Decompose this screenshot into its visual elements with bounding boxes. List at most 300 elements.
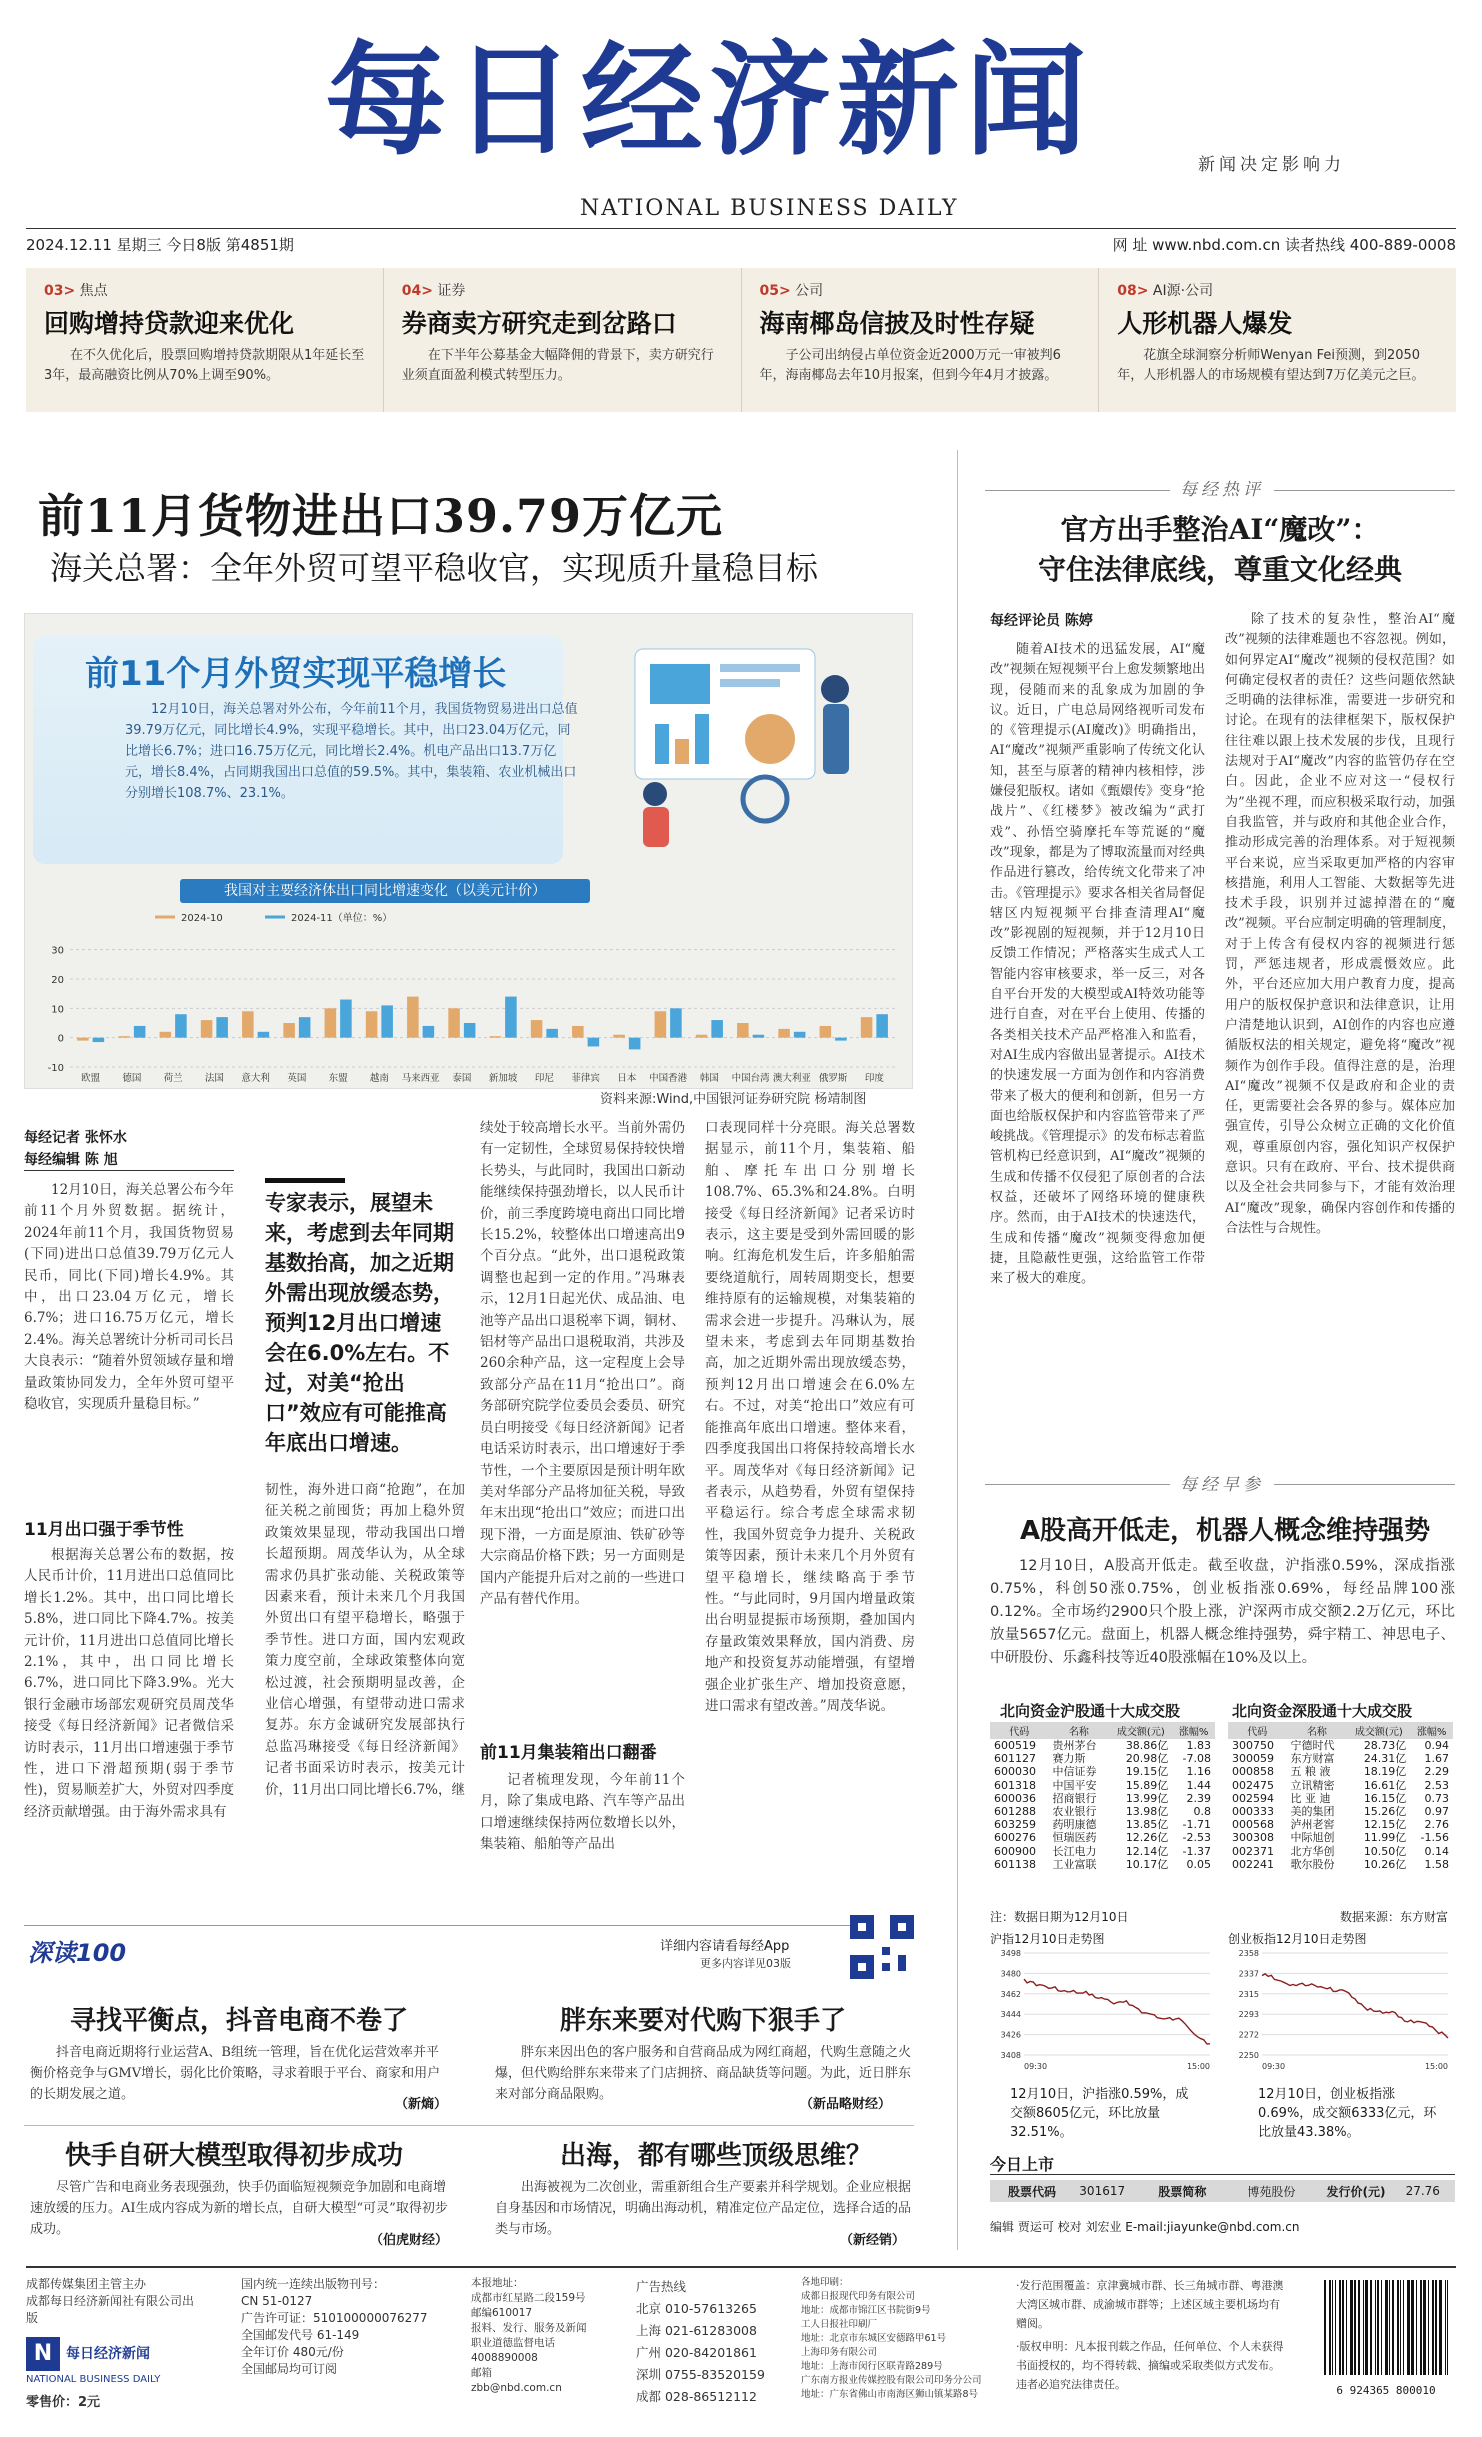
y-tick-label: 3408	[1000, 2051, 1021, 2060]
morning-headline: A股高开低走，机器人概念维持强势	[1020, 1516, 1431, 1546]
table-cell: 601127	[994, 1752, 1036, 1766]
lead-headline: 前11月货物进出口39.79万亿元	[38, 489, 724, 543]
y-tick-label: 2250	[1238, 2051, 1259, 2060]
table-row	[990, 1765, 1215, 1778]
table-row	[1228, 1792, 1453, 1805]
x-tick-label: 中国香港	[649, 1073, 688, 1084]
barcode-bar	[1342, 2280, 1344, 2375]
lead-subhead: 海关总署：全年外贸可望平稳收官，实现质升量稳目标	[50, 549, 819, 587]
table-cell: 0.97	[1424, 1805, 1449, 1819]
table-cell: 601288	[994, 1805, 1036, 1819]
x-tick-label: 15:00	[1424, 2062, 1448, 2071]
issue-dateline: 2024.12.11 星期三 今日8版 第4851期	[26, 236, 294, 254]
table-cell: 0.73	[1424, 1791, 1449, 1805]
logo-icon: N	[26, 2337, 60, 2371]
bar	[794, 1032, 806, 1038]
article-col1b: 根据海关总署公布的数据，按人民币计价，11月进出口总值同比增长1.2%。其中，出口同比增长5.8%，进口同比下降4.7%。按美元计价，11月进出口总值同比增长2.1%，其中，出口同比增长6.7%，进口同比下降3.9%。光大银行金融市场部宏观研究员周茂华接受《每日经济新闻》记者微信采访时表示，11月出口增速强于季节性，进口下滑超预期(弱于季节性)，贸易顺差扩大，外贸对四季度经济贡献增强。由于海外需求具有	[24, 1547, 234, 1820]
teaser-section: 公司	[795, 283, 824, 299]
chart-source: 资料来源:Wind,中国银河证券研究院 杨靖制图	[600, 1092, 867, 1107]
barcode-bar	[1365, 2280, 1368, 2375]
teaser[interactable]	[1099, 268, 1456, 412]
table-row	[1228, 1779, 1453, 1792]
deep-item-title[interactable]: 快手自研大模型取得初步成功	[65, 2141, 404, 2171]
table-cell: 泸州老窖	[1290, 1818, 1335, 1832]
deep-item-title[interactable]: 寻找平衡点，抖音电商不卷了	[70, 2006, 409, 2036]
y-tick-label: 2315	[1238, 1989, 1259, 1999]
bar	[201, 1020, 213, 1038]
sh-caption: 12月10日，沪指涨0.59%，成交额8605亿元，环比放量32.51%。	[1010, 2087, 1189, 2140]
bar	[283, 1023, 295, 1038]
commentary-headline: 官方出手整治AI“魔改”： 守住法律底线，尊重文化经典	[1037, 513, 1402, 586]
morning-label: 每经早参	[1170, 1470, 1274, 1495]
table-cell: 600519	[994, 1739, 1036, 1752]
bar	[861, 1017, 873, 1038]
table-row	[990, 1845, 1215, 1858]
teaser-section: 焦点	[79, 283, 108, 299]
table-cell: 长江电力	[1052, 1844, 1097, 1858]
y-tick-label: 3462	[1000, 1989, 1021, 1999]
footer-print: 各地印刷： 成都日报现代印务有限公司 地址：成都市锦江区书院街9号 工人日报社印刷厂 地址：北京市东城区安德路甲61号 上海印务有限公司 地址：上海市闵行区联青路289号 广东南方报业传媒控股有限公司印务分公司 地址：广东省佛山市南海区狮山镇某路8号	[801, 2277, 982, 2400]
table-row	[1228, 1831, 1453, 1844]
table-cell: 农业银行	[1052, 1805, 1097, 1819]
footer-notes: ·发行范围覆盖：京津冀城市群、长三角城市群、粤港澳大湾区城市群、成渝城市群等；上述区域主要机场均有赠阅。 ·版权申明：凡本报刊载之作品，任何单位、个人未获得书面授权的，均不得转载、摘编或采取类似方式发布。违者必追究法律责任。	[1016, 2279, 1284, 2391]
table-cell: 1.44	[1186, 1778, 1211, 1792]
y-tick-label: 10	[51, 1004, 64, 1016]
barcode-bar	[1339, 2280, 1341, 2375]
barcode-bar	[1381, 2280, 1382, 2375]
footer	[26, 2266, 1456, 2426]
sz-index-chart	[1228, 1945, 1453, 2075]
y-tick-label: 0	[57, 1033, 64, 1045]
deep-item-source: （新品略财经）	[800, 2097, 892, 2112]
bar	[711, 1020, 723, 1038]
index-line	[1262, 1974, 1448, 2038]
bar	[629, 1038, 641, 1050]
bar	[160, 1032, 172, 1038]
table-cell: 13.98亿	[1125, 1805, 1169, 1819]
table-cell: 10.26亿	[1363, 1857, 1407, 1871]
teaser-strip	[26, 268, 1456, 412]
table-cell: 13.85亿	[1125, 1818, 1169, 1832]
barcode-bar	[1420, 2280, 1422, 2375]
footer-ads: 广告热线 北京 010-57613265 上海 021-61283008 广州 020-84201861 深圳 0755-83520159 成都 028-86512112	[636, 2279, 765, 2404]
y-tick-label: 2337	[1238, 1969, 1259, 1979]
barcode-bar	[1397, 2280, 1399, 2375]
y-tick-label: 20	[51, 975, 64, 986]
barcode-bar	[1385, 2280, 1388, 2375]
table-cell: 300059	[1232, 1752, 1274, 1766]
legend-label: 2024-10	[181, 913, 223, 924]
table-cell: -1.56	[1420, 1831, 1449, 1845]
sh-stock-table	[990, 1722, 1215, 1871]
contact-line: 网 址 www.nbd.com.cn 读者热线 400-889-0008	[1112, 236, 1456, 254]
editor: 每经编辑 陈 旭	[24, 1152, 118, 1168]
barcode-bar	[1411, 2280, 1414, 2375]
table-cell: 000858	[1232, 1765, 1274, 1779]
x-tick-label: 日本	[617, 1073, 637, 1084]
footer-org: 成都传媒集团主管主办 成都每日经济新闻社有限公司出版 N 每日经济新闻 NATIONAL BUSINESS DAILY 零售价：2元	[26, 2277, 195, 2410]
teaser-section: 证券	[437, 283, 466, 299]
legend-label: 2024-11（单位：%）	[291, 913, 393, 924]
bar	[258, 1032, 270, 1038]
table-row	[990, 1792, 1215, 1805]
deep-more2: 更多内容详见03版	[700, 1957, 791, 1970]
table-cell: 12.26亿	[1125, 1831, 1169, 1845]
y-tick-label: 3426	[1000, 2030, 1021, 2040]
section-heading: 11月出口强于季节性	[24, 1520, 184, 1540]
table-cell: 中国平安	[1052, 1778, 1097, 1792]
barcode-bar	[1423, 2280, 1426, 2375]
table-cell: 002594	[1232, 1791, 1274, 1805]
bar	[490, 1036, 502, 1037]
bar	[340, 1000, 352, 1038]
table-header: 涨幅%	[1410, 1722, 1453, 1739]
teaser-title: 海南椰岛信披及时性存疑	[759, 309, 1035, 338]
table-row	[1228, 1818, 1453, 1831]
illustration-icon	[595, 629, 885, 854]
deep-item-title[interactable]: 胖东来要对代购下狠手了	[560, 2006, 847, 2036]
deep-item-text: 抖音电商近期将行业运营A、B组统一管理，旨在优化运营效率并平衡价格竞争与GMV增长，弱化比价策略，寻求着眼于平台、商家和用户的长期发展之道。	[30, 2045, 441, 2102]
y-tick-label: 3498	[1000, 1949, 1021, 1958]
table-cell: 1.16	[1186, 1765, 1211, 1779]
bar	[613, 1035, 625, 1038]
table-cell: -1.71	[1182, 1818, 1211, 1832]
y-tick-label: -10	[47, 1063, 64, 1074]
bar	[753, 1035, 765, 1038]
table-cell: 中际旭创	[1290, 1831, 1335, 1845]
commentary-col1: 随着AI技术的迅猛发展，AI“魔改”视频在短视频平台上愈发频繁地出现，侵随而来的乱象成为加剧的争议。近日，广电总局网络视听司发布的《管理提示(AI魔改)》明确指出，AI“魔改”视频严重影响了传统文化认知，甚至与原著的精神内核相悖，涉嫌侵犯版权。诸如《甄嬛传》变身“抢战片”、《红楼梦》被改编为“武打戏”、孙悟空骑摩托车等荒诞的“魔改”现象，都是为了博取流量而对经典作品进行篡改，给传统文化带来了冲击。《管理提示》要求各相关省局督促辖区内短视频平台排查清理AI“魔改”影视剧的短视频，并于12月10日反馈工作情况；严格落实生成式人工智能内容审核要求，举一反三，对各自平台开发的大模型或AI特效功能等进行自查，对在平台上使用、传播的各类相关技术产品严格准入和监看，对AI生成内容做出显著提示。AI技术的快速发展一方面为创作和内容消费带来了极大的便利和创新，但另一方面也给版权保护和内容监管带来了严峻挑战。《管理提示》的发布标志着监管机构已经意识到，AI“魔改”视频的生成和传播不仅侵犯了原创者的合法权益，还破坏了网络环境的健康秩序。然而，由于AI技术的快速迭代，生成和传播“魔改”视频变得愈加便捷，且隐蔽性更强，这给监管工作带来了极大的难度。	[990, 642, 1205, 1287]
table-cell: 12.14亿	[1125, 1844, 1169, 1858]
x-tick-label: 东盟	[328, 1073, 348, 1084]
table-row	[1228, 1805, 1453, 1818]
x-tick-label: 菲律宾	[571, 1073, 600, 1084]
table-cell: 300308	[1232, 1831, 1274, 1845]
table-cell: 工业富联	[1052, 1857, 1097, 1871]
y-tick-label: 3480	[1000, 1969, 1021, 1979]
table-cell: 38.86亿	[1125, 1739, 1169, 1752]
table-cell: 002241	[1232, 1857, 1274, 1871]
table-row	[990, 1831, 1215, 1844]
table-cell: 000333	[1232, 1805, 1274, 1819]
table-cell: 16.15亿	[1363, 1791, 1407, 1805]
table-cell: 600276	[994, 1831, 1036, 1845]
table-header: 代码	[990, 1722, 1049, 1739]
x-tick-label: 越南	[369, 1073, 389, 1084]
sz-table-title: 北向资金深股通十大成交股	[1232, 1702, 1413, 1720]
bar	[546, 1029, 558, 1038]
table-row	[990, 1805, 1215, 1818]
barcode-bar	[1439, 2280, 1442, 2375]
teaser[interactable]	[26, 268, 384, 412]
x-tick-label: 俄罗斯	[818, 1073, 848, 1084]
table-cell: -7.08	[1182, 1752, 1211, 1766]
teaser-page: 08>	[1117, 283, 1149, 299]
table-cell: -1.37	[1182, 1844, 1211, 1858]
y-tick-label: 30	[51, 945, 64, 957]
table-row	[1228, 1845, 1453, 1858]
barcode-bar	[1389, 2280, 1390, 2375]
sh-table-title: 北向资金沪股通十大成交股	[1000, 1702, 1181, 1720]
table-cell: 601138	[994, 1857, 1036, 1871]
teaser-text: 在不久优化后，股票回购增持贷款期限从1年延长至3年，最高融资比例从70%上调至90%。	[44, 348, 365, 383]
x-tick-label: 印度	[864, 1073, 884, 1084]
table-cell: 12.15亿	[1363, 1818, 1407, 1832]
pull-quote: 专家表示，展望未来，考虑到去年同期基数抬高，加之近期外需出现放缓态势，预判12月出口增速会在6.0%左右。不过，对美“抢出口”效应有可能推高年底出口增速。	[265, 1191, 454, 1455]
page-editor: 编辑 贾运可 校对 刘宏业 E-mail:jiayunke@nbd.com.cn	[990, 2220, 1300, 2234]
table-cell: 恒瑞医药	[1052, 1831, 1097, 1845]
infographic	[24, 613, 913, 1089]
table-cell: 600900	[994, 1844, 1036, 1858]
y-tick-label: 2358	[1238, 1949, 1259, 1958]
deep-item-title[interactable]: 出海，都有哪些顶级思维？	[560, 2141, 873, 2171]
bar	[531, 1020, 543, 1038]
x-tick-label: 印尼	[534, 1073, 554, 1084]
table-cell: 1.67	[1424, 1752, 1449, 1766]
table-row	[990, 1818, 1215, 1831]
barcode-bar	[1400, 2280, 1401, 2375]
bar	[670, 1008, 682, 1037]
table-cell: 五 粮 液	[1290, 1765, 1331, 1779]
table-cell: 宁德时代	[1290, 1739, 1335, 1752]
teaser-text: 在下半年公募基金大幅降佣的背景下，卖方研究行业须直面盈利模式转型压力。	[401, 348, 714, 383]
bar	[737, 1023, 749, 1038]
barcode-bar	[1370, 2280, 1372, 2375]
qr-code-icon[interactable]	[850, 1915, 914, 1979]
barcode-bar	[1324, 2280, 1326, 2375]
table-cell: 贵州茅台	[1052, 1739, 1097, 1752]
table-cell: 601318	[994, 1778, 1036, 1792]
section-heading: 前11月集装箱出口翻番	[480, 1743, 657, 1763]
table-note: 注：数据日期为12月10日	[990, 1910, 1129, 1924]
barcode-bar	[1407, 2280, 1410, 2375]
chart-title: 我国对主要经济体出口同比增速变化（以美元计价）	[180, 879, 590, 903]
table-cell: 歌尔股份	[1290, 1857, 1335, 1871]
table-header: 名称	[1287, 1722, 1348, 1739]
barcode-bar	[1447, 2280, 1448, 2375]
bar	[381, 1005, 393, 1037]
bar	[299, 1017, 311, 1038]
teaser-page: 03>	[44, 283, 76, 299]
table-cell: 北方华创	[1290, 1844, 1335, 1858]
teaser-text: 花旗全球洞察分析师Wenyan Fei预测，到2050年，人形机器人的市场规模有望达到7万亿美元之巨。	[1117, 348, 1425, 383]
x-tick-label: 09:30	[1024, 2062, 1048, 2071]
barcode-bar	[1428, 2280, 1429, 2375]
table-cell: 中信证券	[1052, 1765, 1097, 1779]
table-cell: 1.83	[1186, 1739, 1211, 1752]
masthead-slogan: 新闻决定影响力	[1198, 155, 1345, 175]
table-cell: 28.73亿	[1363, 1739, 1407, 1752]
barcode-bar	[1363, 2280, 1364, 2375]
deep-item-text: 尽管广告和电商业务表现强劲，快手仍面临短视频竞争加剧和电商增速放缓的压力。AI生成内容成为新的增长点，自研大模型“可灵”取得初步成功。	[30, 2180, 448, 2237]
teaser-title: 人形机器人爆发	[1117, 309, 1293, 338]
barcode-bar	[1329, 2280, 1331, 2375]
sz-caption: 12月10日，创业板指涨0.69%，成交额6333亿元，环比放量43.38%。	[1258, 2087, 1437, 2140]
infographic-title: 前11个月外贸实现平稳增长	[85, 654, 507, 694]
x-tick-label: 马来西亚	[401, 1073, 440, 1084]
reporter: 每经记者 张怀水	[24, 1130, 127, 1146]
bar	[242, 1011, 254, 1037]
barcode-bar	[1403, 2280, 1404, 2375]
table-row	[990, 1739, 1215, 1752]
table-cell: 24.31亿	[1363, 1752, 1407, 1766]
table-row	[990, 1752, 1215, 1765]
bar	[134, 1026, 146, 1038]
y-tick-label: 2293	[1238, 2010, 1259, 2020]
morning-text: 12月10日，A股高开低走。截至收盘，沪指涨0.59%，深成指涨0.75%，科创50涨0.75%，创业板指涨0.69%，每经品牌100涨0.12%。全市场约2900只个股上涨，沪深两市成交额2.2万亿元，环比放量5657亿元。盘面上，机器人概念维持强势，舜宇精工、神思电子、中研股份、乐鑫科技等近40股涨幅在10%及以上。	[990, 1558, 1455, 1666]
table-row	[1228, 1752, 1453, 1765]
x-tick-label: 澳大利亚	[772, 1073, 811, 1084]
bar	[778, 1029, 790, 1038]
bar	[835, 1038, 847, 1041]
table-row	[1228, 1739, 1453, 1752]
table-cell: 15.89亿	[1125, 1778, 1169, 1792]
table-header: 名称	[1049, 1722, 1110, 1739]
bar	[118, 1036, 130, 1037]
article-col3b: 记者梳理发现，今年前11个月，除了集成电路、汽车等产品出口增速继续保持两位数增长以外，集装箱、船舶等产品出	[480, 1772, 685, 1853]
deep-item-source: （伯虎财经）	[370, 2233, 449, 2248]
table-header: 成交额(元)	[1109, 1722, 1172, 1739]
table-cell: -2.53	[1182, 1831, 1211, 1845]
barcode-bar	[1377, 2280, 1379, 2375]
y-tick-label: 3444	[1000, 2010, 1021, 2020]
deep-item-source: （新熵）	[395, 2097, 448, 2112]
teaser[interactable]	[384, 268, 742, 412]
table-cell: 000568	[1232, 1818, 1274, 1832]
table-header: 代码	[1228, 1722, 1287, 1739]
table-cell: 2.53	[1424, 1778, 1449, 1792]
bar	[423, 1026, 435, 1038]
bar	[588, 1038, 600, 1047]
table-cell: 2.76	[1424, 1818, 1449, 1832]
table-source: 数据来源：东方财富	[1340, 1910, 1449, 1924]
teaser-title: 回购增持贷款迎来优化	[44, 309, 295, 338]
bar	[407, 997, 419, 1038]
table-header: 涨幅%	[1172, 1722, 1215, 1739]
table-cell: 0.14	[1424, 1844, 1449, 1858]
table-cell: 东方财富	[1290, 1752, 1335, 1766]
table-cell: 0.05	[1186, 1857, 1211, 1871]
barcode-bar	[1416, 2280, 1417, 2375]
table-cell: 13.99亿	[1125, 1791, 1169, 1805]
table-cell: 2.39	[1186, 1791, 1211, 1805]
bar	[464, 1023, 476, 1038]
deep-item-text: 出海被视为二次创业，需重新组合生产要素并科学规划。企业应根据自身基因和市场情况，明确出海动机，精准定位产品定位，选择合适的品类与市场。	[495, 2180, 912, 2237]
table-row	[990, 1858, 1215, 1871]
table-cell: 300750	[1232, 1739, 1274, 1752]
masthead-title: 每日经济新闻	[325, 30, 1093, 172]
table-cell: 10.17亿	[1125, 1857, 1169, 1871]
table-cell: 2.29	[1424, 1765, 1449, 1779]
table-header: 成交额(元)	[1347, 1722, 1410, 1739]
commentary-author: 每经评论员 陈婷	[990, 613, 1093, 629]
x-tick-label: 意大利	[241, 1073, 270, 1084]
bar	[876, 1014, 888, 1037]
barcode-bar	[1435, 2280, 1437, 2375]
deep-item-source: （新经销）	[840, 2233, 906, 2248]
teaser[interactable]	[742, 268, 1100, 412]
barcode-bar	[1392, 2280, 1394, 2375]
table-cell: 比 亚 迪	[1290, 1791, 1331, 1805]
footer-address: 本报地址： 成都市红星路二段159号 邮编610017 报料、发行、服务及新闻 职业道德监督电话 4008890008 邮箱 zbb@nbd.com.cn	[471, 2277, 587, 2394]
barcode-bar	[1354, 2280, 1356, 2375]
teaser-text: 子公司出纳侵占单位资金近2000万元一审被判6年，海南椰岛去年10月报案，但到今年4月才披露。	[759, 348, 1061, 383]
table-cell: 0.94	[1424, 1739, 1449, 1752]
teaser-page: 04>	[401, 283, 433, 299]
x-tick-label: 欧盟	[81, 1073, 101, 1084]
bar-chart	[25, 907, 914, 1090]
article-col3: 续处于较高增长水平。当前外需仍有一定韧性，全球贸易保持较快增长势头，与此同时，我国出口新动能继续保持强劲增长，以人民币计价，前三季度跨境电商出口同比增长15.2%，较整体出口增速高出9个百分点。“此外，出口退税政策调整也起到一定的作用。”冯琳表示，12月1日起光伏、成品油、电池等产品出口退税率下调，铜材、铝材等产品出口退税取消，共涉及260余种产品，这一定程度上会导致部分产品在11月“抢出口”。商务部研究院学位委员会委员、研究员白明接受《每日经济新闻》记者电话采访时表示，出口增速好于季节性，一个主要原因是预计明年欧美对华部分产品将加征关税，导致年末出现“抢出口”效应；而进口出现下滑，一方面是原油、铁矿砂等大宗商品价格下跌；另一方面则是国内产能提升后对之前的一些进口产品有替代作用。	[480, 1120, 685, 1607]
table-cell: 赛力斯	[1052, 1752, 1086, 1766]
bar	[216, 1017, 228, 1038]
y-tick-label: 2272	[1238, 2030, 1259, 2040]
sh-index-chart	[990, 1945, 1215, 2075]
barcode-bar	[1445, 2280, 1446, 2375]
commentary-label: 每经热评	[1170, 475, 1274, 500]
bar	[696, 1035, 708, 1038]
table-cell: 16.61亿	[1363, 1778, 1407, 1792]
x-tick-label: 中国台湾	[731, 1073, 770, 1084]
bar	[820, 1026, 832, 1038]
barcode-bar	[1350, 2280, 1353, 2375]
x-tick-label: 英国	[287, 1073, 307, 1084]
teaser-title: 券商卖方研究走到岔路口	[401, 309, 677, 338]
bar	[448, 1008, 460, 1037]
article-col4: 口表现同样十分亮眼。海关总署数据显示，前11个月，集装箱、船舶、摩托车出口分别增长108.7%、65.3%和24.8%。白明接受《每日经济新闻》记者采访时表示，这主要是受到外需回暖的影响。红海危机发生后，许多船舶需要绕道航行，周转周期变长，想要维持原有的运输规模，对集装箱的需求会进一步提升。冯琳认为，展望未来，考虑到去年同期基数抬高，加之近期外需出现放缓态势，预判12月出口增速会在6.0%左右。不过，对美“抢出口”效应有可能推高年底出口增速。整体来看，四季度我国出口将保持较高增长水平。周茂华对《每日经济新闻》记者表示，从趋势看，外贸有望保持平稳运行。综合考虑全球需求韧性，我国外贸竞争力提升、关税政策等因素，预计未来几个月外贸有望平稳增长，继续略高于季节性。“与此同时，9月国内增量政策出台明显提振市场预期，叠加国内存量政策效果释放，国内消费、房地产和投资复苏动能增强，有望增强企业扩张生产、增加投资意愿，进口需求有望改善。”周茂华说。	[705, 1120, 915, 1714]
sh-chart-title: 沪指12月10日走势图	[990, 1932, 1105, 1946]
bar	[77, 1038, 89, 1041]
table-cell: 600036	[994, 1791, 1036, 1805]
x-tick-label: 韩国	[699, 1073, 719, 1084]
deep-read-logo: 深读100	[28, 1939, 127, 1967]
ipo-label: 今日上市	[990, 2155, 1055, 2174]
table-cell: 1.58	[1424, 1857, 1449, 1871]
barcode-icon	[1316, 2280, 1456, 2380]
barcode-bar	[1375, 2280, 1376, 2375]
x-tick-label: 德国	[122, 1073, 142, 1084]
teaser-section: AI源·公司	[1152, 283, 1214, 299]
table-cell: 15.26亿	[1363, 1805, 1407, 1819]
barcode-bar	[1332, 2280, 1333, 2375]
x-tick-label: 新加坡	[488, 1073, 518, 1084]
table-cell: 18.19亿	[1363, 1765, 1407, 1779]
table-cell: 药明康德	[1052, 1818, 1097, 1832]
x-tick-label: 荷兰	[163, 1073, 183, 1084]
bar	[175, 1014, 187, 1037]
table-cell: 0.8	[1193, 1805, 1211, 1819]
table-cell: 20.98亿	[1125, 1752, 1169, 1766]
table-row	[1228, 1858, 1453, 1871]
sz-chart-title: 创业板指12月10日走势图	[1228, 1932, 1367, 1946]
bar	[93, 1038, 105, 1042]
table-row	[990, 1779, 1215, 1792]
table-cell: 美的集团	[1290, 1805, 1335, 1819]
article-col1: 12月10日，海关总署公布今年前11个月外贸数据。据统计，2024年前11个月，我国货物贸易(下同)进出口总值39.79万亿元人民币，同比(下同)增长4.9%。其中，出口23.04万亿元，增长6.7%；进口16.75万亿元，增长2.4%。海关总署统计分析司司长吕大良表示：“随着外贸领域存量和增量政策协同发力，全年外贸可望平稳收官，实现质升量稳目标。”	[24, 1182, 234, 1413]
sz-stock-table	[1228, 1722, 1453, 1871]
table-cell: 002475	[1232, 1778, 1274, 1792]
table-cell: 11.99亿	[1363, 1831, 1407, 1845]
table-cell: 002371	[1232, 1844, 1274, 1858]
bar	[366, 1011, 378, 1037]
teaser-page: 05>	[759, 283, 791, 299]
bar	[655, 1011, 667, 1037]
deep-item-text: 胖东来因出色的客户服务和自营商品成为网红商超，代购生意随之火爆，但代购给胖东来带来了门店拥挤、商品缺货等问题。为此，近日胖东来对部分商品限购。	[495, 2045, 912, 2102]
footer-cn: 国内统一连续出版物刊号： CN 51-0127 广告许可证：510100000076277 全国邮发代号 61-149 全年订价 480元/份 全国邮局均可订阅	[241, 2277, 428, 2376]
article-col2: 韧性，海外进口商“抢跑”，在加征关税之前囤货；再加上稳外贸政策效果显现，带动我国出口增长超预期。周茂华认为，从全球需求仍具扩张动能、关税政策等因素来看，预计未来几个月我国外贸出口有望平稳增长，略强于季节性。进口方面，国内宏观政策力度空前，全球政策整体向宽松过渡，社会预期明显改善，企业信心增强，有望带动进口需求复苏。东方金诚研究发展部执行总监冯琳接受《每日经济新闻》记者书面采访时表示，按美元计价，11月出口同比增长6.7%，继	[265, 1482, 465, 1798]
table-row	[1228, 1765, 1453, 1778]
table-cell: 600030	[994, 1765, 1036, 1779]
bar	[572, 1026, 584, 1038]
bar	[325, 1008, 337, 1037]
